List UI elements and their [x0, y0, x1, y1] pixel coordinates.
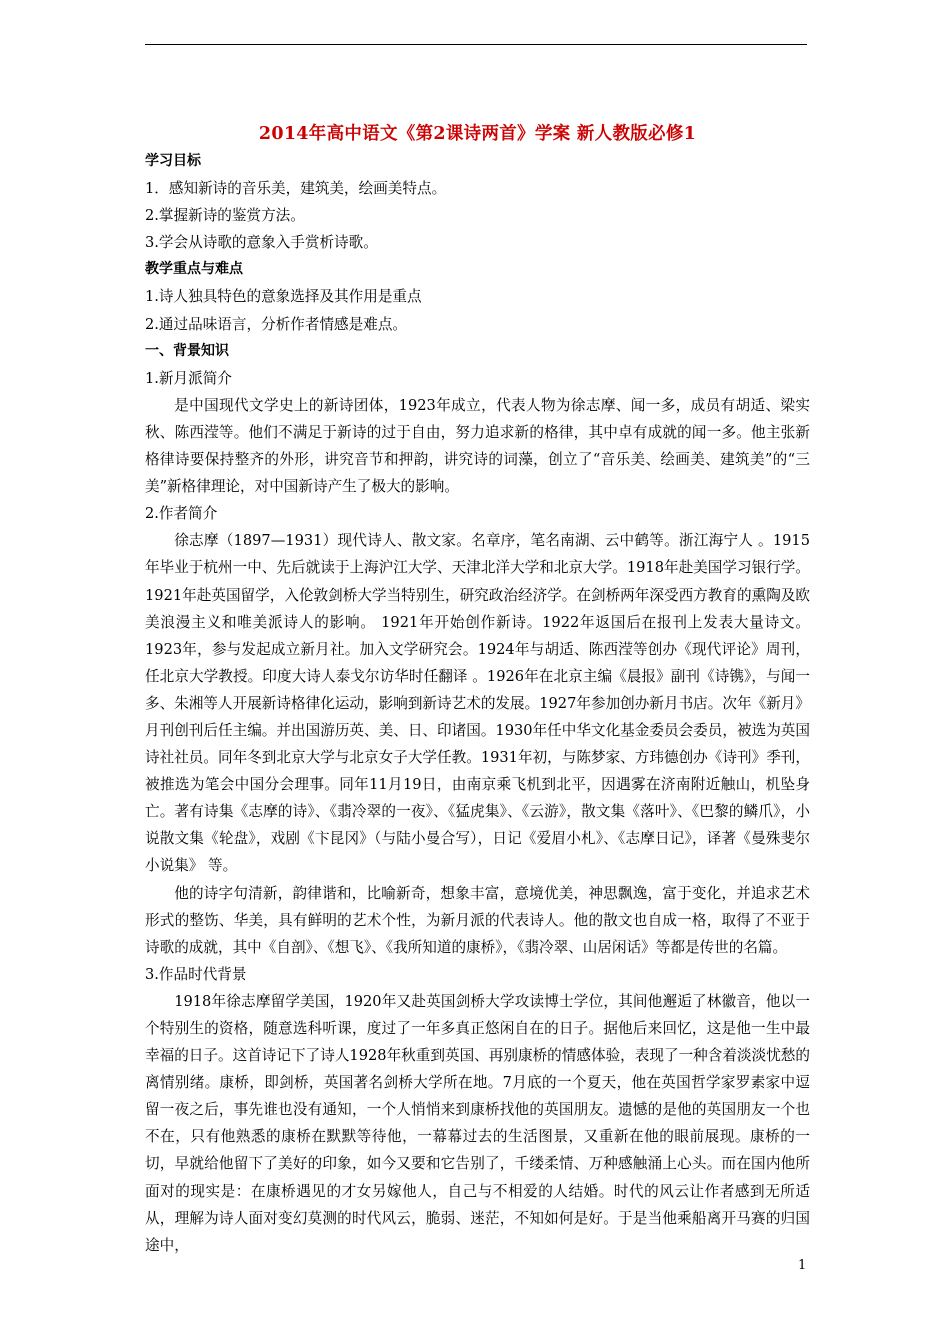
background-heading: 一、背景知识 [145, 342, 229, 359]
focus-heading: 教学重点与难点 [145, 261, 243, 278]
subheading-background: 3.作品时代背景 [145, 965, 247, 983]
goal-item: 3.学会从诗歌的意象入手赏析诗歌。 [145, 234, 378, 252]
subheading-crescent-school: 1.新月派简介 [145, 369, 232, 387]
document-title: 2014年高中语文《第2课诗两首》学案 新人教版必修1 [258, 124, 697, 144]
goal-item: 1．感知新诗的音乐美，建筑美，绘画美特点。 [145, 180, 447, 198]
page-number: 1 [798, 1258, 807, 1273]
paragraph-author-bio: 徐志摩（1897—1931）现代诗人、散文家。名章序，笔名南湖、云中鹤等。浙江海宁人 。1915年毕业于杭州一中、先后就读于上海沪江大学、天津北洋大学和北京大学。1918年赴美国学习银行学。1921年赴英国留学，入伦敦剑桥大学当特别生，研究政治经济学。在剑桥两年深受西方教育的熏陶及欧美浪漫主义和唯美派诗人的影响。 1921年开始创作新诗。1922年返国后在报刊上发表大量诗文。1923年，参与发起成立新月社。加入文学研究会。1924年与胡适、陈西滢等创办《现代评论》周刊，任北京大学教授。印度大诗人泰戈尔访华时任翻译 。1926年在北京主编《晨报》副刊《诗镌》，与闻一多、朱湘等人开展新诗格律化运动，影响到新诗艺术的发展。1927年参加创办新月书店。次年《新月》月刊创刊后任主编。并出国游历英、美、日、印诸国。1930年任中华文化基金委员会委员，被选为英国诗社社员。同年冬到北京大学与北京女子大学任教。1931年初，与陈梦家、方玮德创办《诗刊》季刊，被推选为笔会中国分会理事。同年11月19日，由南京乘飞机到北平，因遇雾在济南附近触山，机坠身亡。著有诗集《志摩的诗》、《翡冷翠的一夜》、《猛虎集》、《云游》，散文集《落叶》、《巴黎的鳞爪》，小说散文集《轮盘》，戏剧《卞昆冈》（与陆小曼合写），日记《爱眉小札》、《志摩日记》，译著《曼殊斐尔小说集》 等。 [145, 532, 810, 875]
subheading-author: 2.作者简介 [145, 505, 218, 523]
header-rule [145, 44, 807, 45]
paragraph-author-style: 他的诗字句清新，韵律谐和，比喻新奇，想象丰富，意境优美，神思飘逸，富于变化，并追求艺术形式的整饬、华美，具有鲜明的艺术个性，为新月派的代表诗人。他的散文也自成一格，取得了不亚于诗歌的成就，其中《自剖》、《想飞》、《我所知道的康桥》，《翡冷翠、山居闲话》等都是传世的名篇。 [145, 884, 810, 956]
goal-item: 2.掌握新诗的鉴赏方法。 [145, 207, 305, 225]
goals-heading: 学习目标 [145, 153, 201, 169]
document-body [145, 120, 810, 1259]
paragraph-background: 1918年徐志摩留学美国，1920年又赴英国剑桥大学攻读博士学位，其间他邂逅了林徽音，他以一个特别生的资格，随意选科听课，度过了一年多真正悠闲自在的日子。据他后来回忆，这是他一生中最幸福的日子。这首诗记下了诗人1928年秋重到英国、再别康桥的情感体验，表现了一种含着淡淡忧愁的离情别绪。康桥，即剑桥，英国著名剑桥大学所在地。7月底的一个夏天，他在英国哲学家罗素家中逗留一夜之后，事先谁也没有通知，一个人悄悄来到康桥找他的英国朋友。遗憾的是他的英国朋友一个也不在，只有他熟悉的康桥在默默等待他，一幕幕过去的生活图景，又重新在他的眼前展现。康桥的一切，早就给他留下了美好的印象，如今又要和它告别了，千缕柔情、万种感触涌上心头。而在国内他所面对的现实是：在康桥遇见的才女另嫁他人，自己与不相爱的人结婚。时代的风云让作者感到无所适从，理解为诗人面对变幻莫测的时代风云，脆弱、迷茫，不知如何是好。于是当他乘船离开马赛的归国途中， [145, 992, 810, 1254]
focus-item: 1.诗人独具特色的意象选择及其作用是重点 [145, 288, 422, 306]
paragraph-crescent-school: 是中国现代文学史上的新诗团体，1923年成立，代表人物为徐志摩、闻一多，成员有胡适、梁实秋、陈西滢等。他们不满足于新诗的过于自由，努力追求新的格律，其中卓有成就的闻一多。他主张新格律诗要保持整齐的外形，讲究音节和押韵，讲究诗的词藻，创立了“音乐美、绘画美、建筑美”的“三美”新格律理论，对中国新诗产生了极大的影响。 [145, 396, 810, 496]
focus-item: 2.通过品味语言，分析作者情感是难点。 [145, 315, 408, 333]
